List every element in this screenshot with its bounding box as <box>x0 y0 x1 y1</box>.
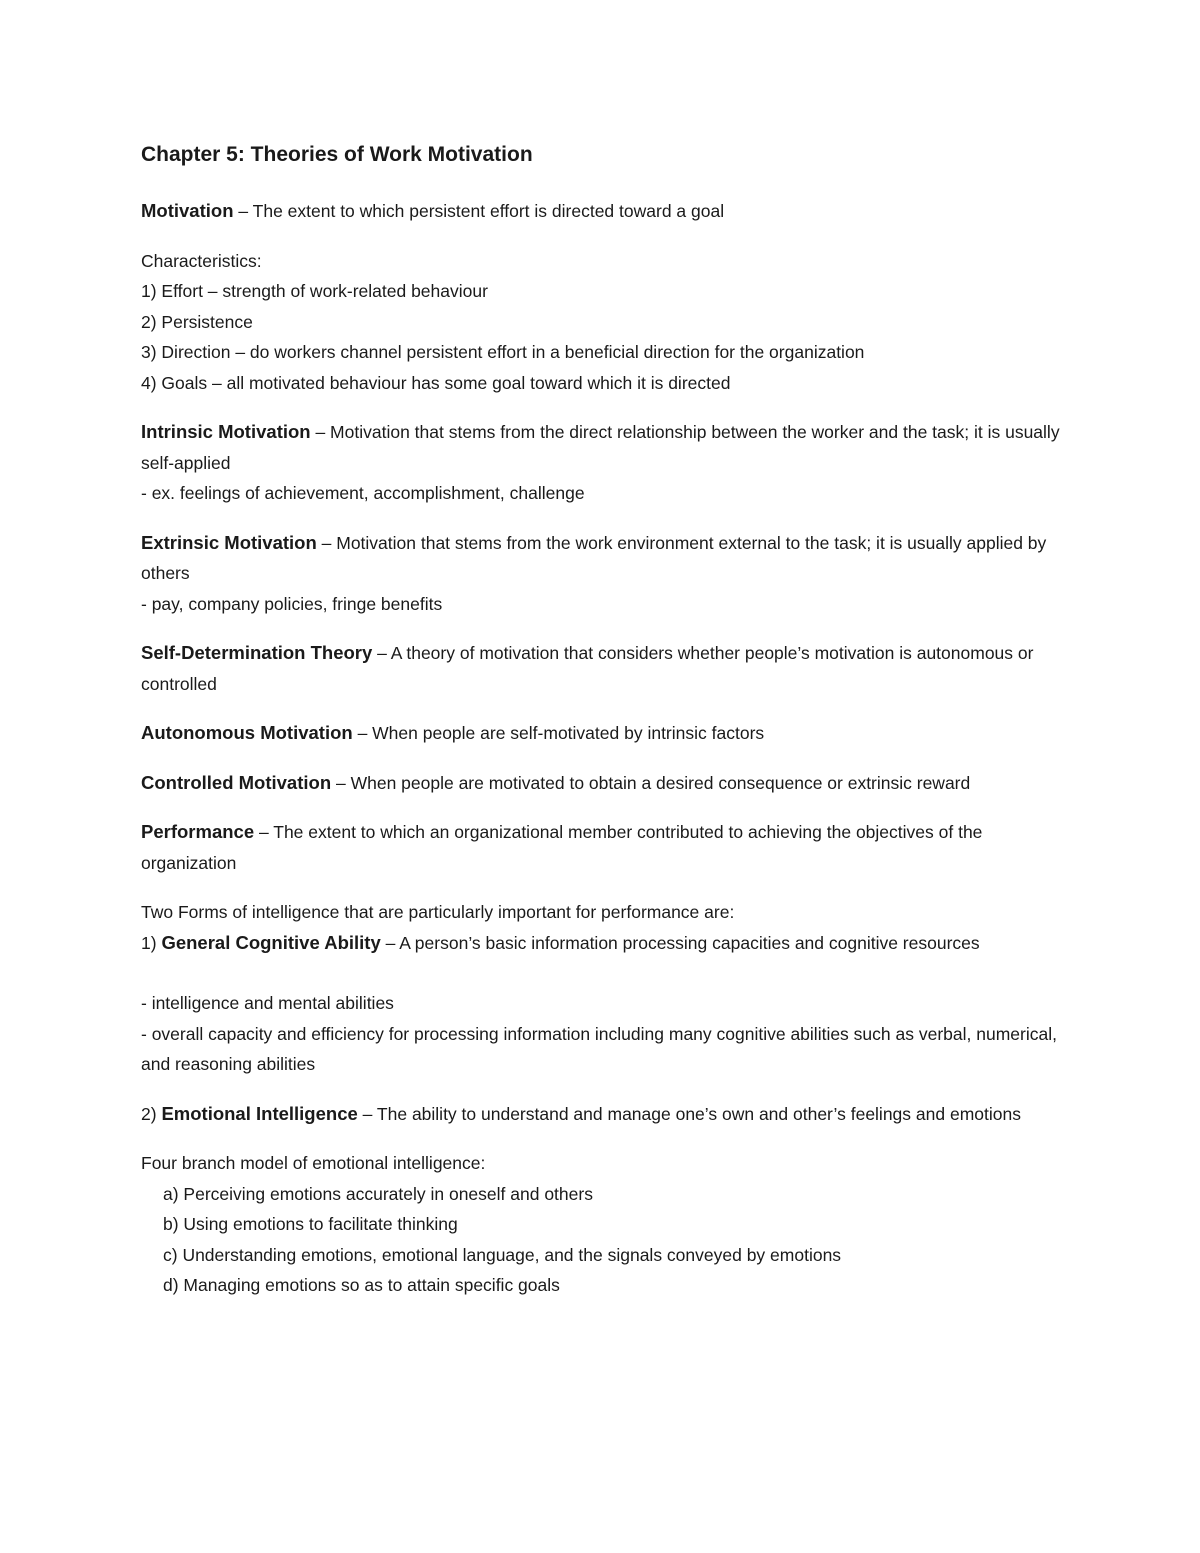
gca-note: - intelligence and mental abilities <box>141 993 394 1013</box>
list-item: 4) Goals – all motivated behaviour has some goal toward which it is directed <box>141 372 731 393</box>
extrinsic-text: – Motivation that stems from the work environment external to the task; it is usually applied by others <box>141 532 1047 583</box>
controlled-text: – When people are motivated to obtain a desired consequence or extrinsic reward <box>331 772 971 793</box>
intelligence-intro: Two Forms of intelligence that are particularly important for performance are: <box>141 902 735 922</box>
four-branch-heading: Four branch model of emotional intelligence: <box>141 1153 486 1173</box>
extrinsic-term: Extrinsic Motivation <box>141 531 317 553</box>
gca-definition <box>141 928 1071 959</box>
motivation-definition <box>141 196 1071 227</box>
list-item: 3) Direction – do workers channel persistent effort in a beneficial direction for the organization <box>141 342 865 362</box>
gca-note: - overall capacity and efficiency for processing information including many cognitive abilities such as verbal, numerical, and reasoning abilities <box>141 1023 1057 1074</box>
list-item: a) Perceiving emotions accurately in oneself and others <box>163 1183 593 1204</box>
intrinsic-text: – Motivation that stems from the direct relationship between the worker and the task; it is usually self-applied <box>141 422 1060 473</box>
intrinsic-definition <box>141 417 1071 478</box>
extrinsic-example: - pay, company policies, fringe benefits <box>141 593 443 614</box>
autonomous-term: Autonomous Motivation <box>141 722 353 743</box>
document-content <box>141 140 1071 1320</box>
list-item: b) Using emotions to facilitate thinking <box>163 1214 458 1234</box>
sdt-term: Self-Determination Theory <box>141 642 373 663</box>
controlled-term: Controlled Motivation <box>141 771 332 793</box>
intrinsic-example: - ex. feelings of achievement, accomplishment, challenge <box>141 483 585 503</box>
page-title: Chapter 5: Theories of Work Motivation <box>141 143 533 166</box>
autonomous-text: – When people are self-motivated by intrinsic factors <box>352 723 765 743</box>
extrinsic-section <box>141 528 1071 620</box>
performance-term: Performance <box>141 821 255 842</box>
intrinsic-term: Intrinsic Motivation <box>141 421 311 442</box>
ei-definition <box>141 1099 1071 1130</box>
controlled-definition <box>141 768 1071 799</box>
characteristics-list <box>141 246 1071 399</box>
gca-text: – A person’s basic information processing capacities and cognitive resources <box>380 932 980 953</box>
list-item: d) Managing emotions so as to attain specific goals <box>163 1275 560 1295</box>
gca-prefix: 1) <box>141 932 162 953</box>
spacer <box>141 958 1071 988</box>
performance-definition <box>141 817 1071 878</box>
gca-term: General Cognitive Ability <box>161 931 381 953</box>
list-item: 2) Persistence <box>141 311 253 332</box>
sdt-text: – A theory of motivation that considers whether people’s motivation is autonomous or controlled <box>141 643 1034 694</box>
ei-prefix: 2) <box>141 1103 162 1124</box>
motivation-text: – The extent to which persistent effort is directed toward a goal <box>233 201 725 221</box>
ei-text: – The ability to understand and manage one’s own and other’s feelings and emotions <box>357 1103 1021 1124</box>
intelligence-section <box>141 897 1071 1080</box>
extrinsic-definition <box>141 528 1071 589</box>
intrinsic-section <box>141 417 1071 509</box>
motivation-term: Motivation <box>141 200 234 221</box>
autonomous-definition <box>141 718 1071 749</box>
characteristics-heading: Characteristics: <box>141 250 262 271</box>
performance-text: – The extent to which an organizational member contributed to achieving the objectives of the organization <box>141 822 983 873</box>
ei-term: Emotional Intelligence <box>161 1102 358 1124</box>
sdt-definition <box>141 638 1071 699</box>
four-branch-section <box>141 1148 1071 1301</box>
list-item: c) Understanding emotions, emotional language, and the signals conveyed by emotions <box>163 1244 842 1265</box>
list-item: 1) Effort – strength of work-related behaviour <box>141 281 488 301</box>
